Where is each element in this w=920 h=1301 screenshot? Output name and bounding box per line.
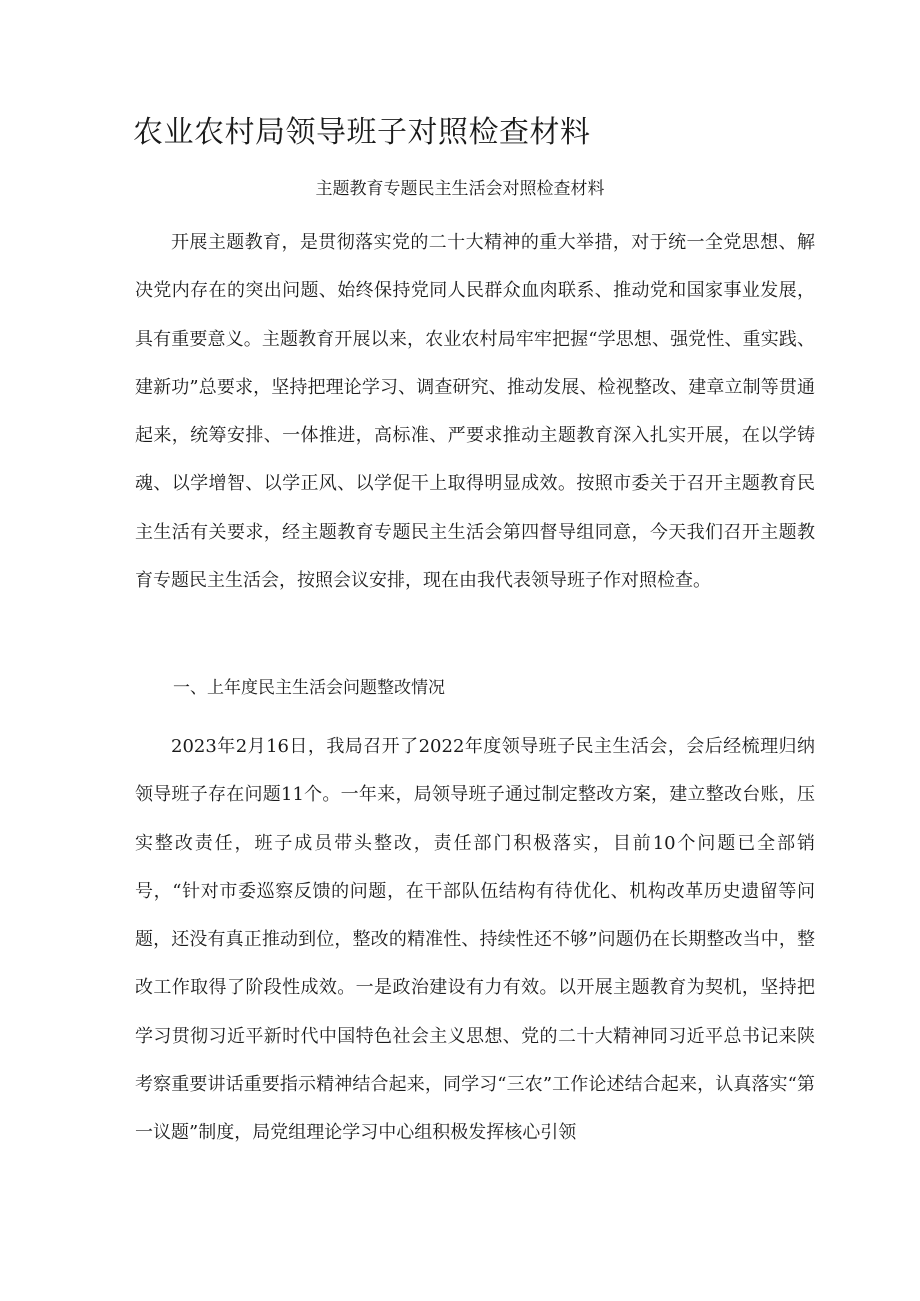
body-paragraph: 开展主题教育，是贯彻落实党的二十大精神的重大举措，对于统一全党思想、解决党内存在的突出问题、始终保持党同人民群众血肉联系、推动党和国家事业发展，具有重要意义。主题教育开展以来，农业农村局牢牢把握“学思想、强党性、重实践、建新功”总要求，坚持把理论学习、调查研究、推动发展、检视整改、建章立制等贯通起来，统筹安排、一体推进，高标准、严要求推动主题教育深入扎实开展，在以学铸魂、以学增智、以学正风、以学促干上取得明显成效。按照市委关于召开主题教育民主生活有关要求，经主题教育专题民主生活会第四督导组同意，今天我们召开主题教育专题民主生活会，按照会议安排，现在由我代表领导班子作对照检查。 — [135, 232, 815, 592]
body-paragraph: 2023年2月16日，我局召开了2022年度领导班子民主生活会，会后经梳理归纳领导班子存在问题11个。一年来，局领导班子通过制定整改方案，建立整改台账，压实整改责任，班子成员带头整改，责任部门积极落实，目前10个问题已全部销号，“针对市委巡察反馈的问题，在干部队伍结构有待优化、机构改革历史遗留等问题，还没有真正推动到位，整改的精准性、持续性还不够”问题仍在长期整改当中，整改工作取得了阶段性成效。一是政治建设有力有效。以开展主题教育为契机，坚持把学习贯彻习近平新时代中国特色社会主义思想、党的二十大精神同习近平总书记来陕考察重要讲话重要指示精神结合起来，同学习“三农”工作论述结合起来，认真落实“第一议题”制度，局党组理论学习中心组积极发挥核心引领 — [135, 736, 815, 1144]
section-heading: 一、上年度民主生活会问题整改情况 — [173, 678, 445, 698]
document-subtitle: 主题教育专题民主生活会对照检查材料 — [315, 179, 605, 199]
document-title: 农业农村局领导班子对照检查材料 — [133, 115, 591, 150]
